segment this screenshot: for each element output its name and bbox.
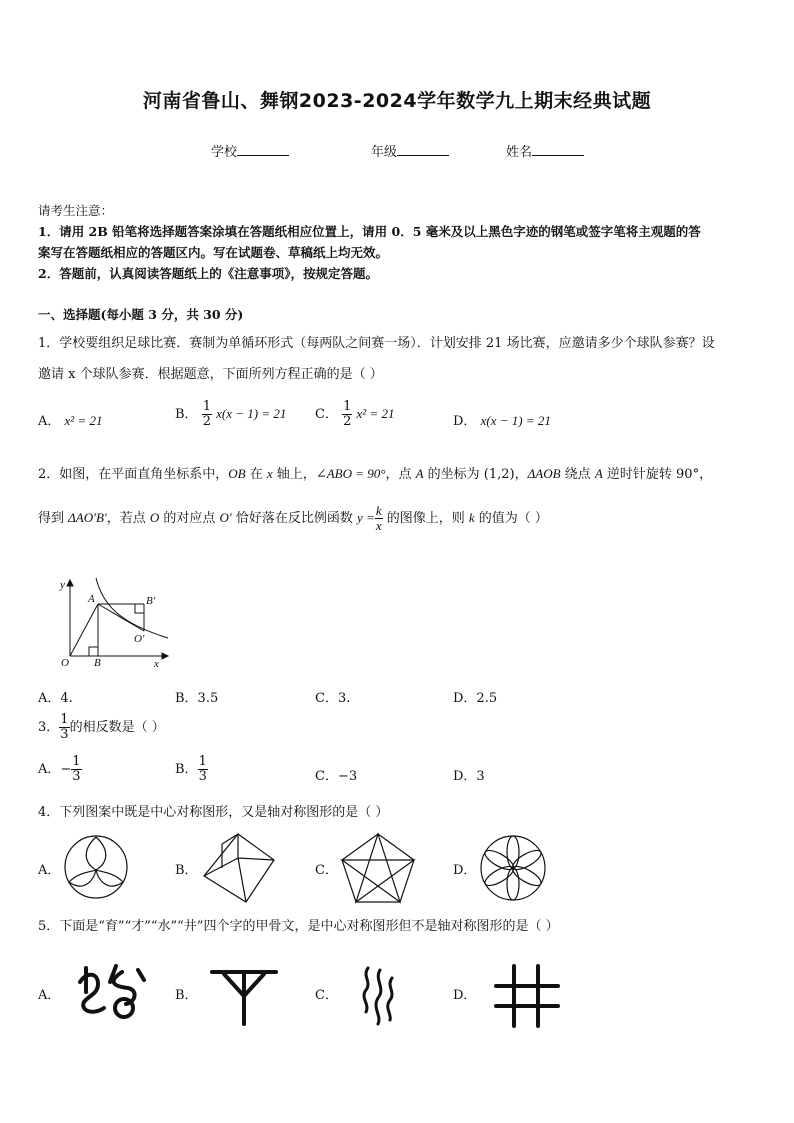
notice-item-1-line-2: 案写在答题纸相应的答题区内。写在试题卷、草稿纸上均无效。 [38,245,389,260]
glyph-stroke [376,970,381,1024]
q2-text: 的值为（ ） [474,511,548,526]
fraction-numerator: 1 [202,399,211,414]
glyph-stroke [364,968,368,1012]
fraction-numerator: 1 [198,754,207,769]
school-field [211,141,289,160]
fig-label-x: x [154,658,159,670]
q5-option-a-label[interactable]: A． [38,988,61,1003]
q1-option-c-fraction [342,400,352,429]
q3-fraction [59,713,69,742]
q2-option-b[interactable]: B．3.5 [175,691,219,706]
q5-option-b-label[interactable]: B． [175,988,198,1003]
q3-option-b[interactable] [175,755,208,784]
fraction-numerator: 1 [60,712,69,727]
q4-figure-a [63,834,129,900]
q5-option-c-label[interactable]: C． [315,988,338,1003]
q2-math-o: O [149,510,160,525]
q2-math-o-prime: O′ [219,510,232,525]
q2-text: 的图像上，则 [382,511,469,526]
q2-math-a: A [415,466,424,481]
q2-function-fraction [375,504,383,533]
q4-option-c-label[interactable]: C． [315,863,338,878]
glyph-stroke [388,978,392,1020]
q5-option-d-label[interactable]: D． [453,988,477,1003]
q1-option-c-expr: x² = 21 [356,406,395,421]
q3-option-a-fraction [71,755,81,784]
q2-math-y: y = [357,510,375,525]
right-angle-b [89,647,98,656]
notice-heading: 请考生注意： [38,203,114,218]
right-angle-b-prime [135,604,144,613]
q3-option-a-label: A． [38,762,61,777]
q1-option-c[interactable] [315,400,394,429]
q2-math-a: A [594,466,603,481]
fig-label-b-prime: B′ [146,595,156,607]
y-axis-arrow [67,580,73,586]
q2-math-ob: OB [228,466,246,481]
q2-text: 绕点 [560,467,595,482]
inverse-proportion-curve [96,578,168,638]
question-5: 5．下面是“育”“才”“水”“井”四个字的甲骨文，是中心对称图形但不是轴对称图形的是（ ） [38,919,559,934]
q4-figure-b [200,832,276,904]
outer-circle [65,836,127,898]
petal-top [86,837,106,870]
grade-blank [397,143,449,156]
q5-figure-a-yu-glyph [76,962,148,1022]
petal-right [96,870,123,886]
fig-label-o: O [61,657,69,669]
q4-figure-c [340,832,416,904]
q2-math-angle: ∠ABO = 90° [315,466,386,481]
fraction-denominator: 2 [202,414,211,429]
q3-option-a[interactable] [38,755,82,784]
page-title: 河南省鲁山、舞钢2023-2024学年数学九上期末经典试题 [142,90,652,112]
q2-math-k: k [468,510,475,525]
q1-option-b-expr: x(x − 1) = 21 [216,406,287,421]
petal [507,836,519,868]
q2-text: 恰好落在反比例函数 [231,511,358,526]
q2-text: 轴上， [272,467,316,482]
name-blank [532,143,584,156]
section-heading: 一、选择题(每小题 3 分，共 30 分) [38,307,244,322]
q2-math-triangle: ΔAOB [527,466,561,481]
q1-option-d-expr: x(x − 1) = 21 [480,413,551,428]
question-4: 4．下列图案中既是中心对称图形，又是轴对称图形的是（ ） [38,805,389,820]
q1-option-d[interactable] [453,410,551,429]
petal [507,868,519,900]
q1-option-a-expr: x² = 21 [64,413,103,428]
q2-text: 逆时针旋转 90°， [602,467,713,482]
fig-label-y: y [60,579,65,591]
question-2-line-1 [38,463,778,482]
notice-block [38,200,768,284]
outer-square [204,834,274,902]
question-1-line-2: 邀请 x 个球队参赛．根据题意，下面所列方程正确的是（ ） [38,367,383,382]
q1-option-a[interactable] [38,410,102,429]
q2-text: 得到 [38,511,69,526]
question-3 [38,713,165,742]
fraction-denominator: 3 [72,769,81,784]
fig-label-b: B [94,657,101,669]
q3-text: 的相反数是（ ） [69,720,165,735]
grade-field [371,141,449,160]
fraction-denominator: 3 [198,769,207,784]
fig-label-o-prime: O′ [134,633,145,645]
glyph-stroke [80,968,104,1012]
q4-option-d-label[interactable]: D． [453,863,477,878]
q1-option-b[interactable] [175,400,286,429]
q2-option-d[interactable]: D．2.5 [453,691,498,706]
name-label: 姓名 [506,145,533,160]
notice-item-1-line-1: 1．请用 2B 铅笔将选择题答案涂填在答题纸相应位置上，请用 0．5 毫米及以上黑色字迹的钢笔或签字笔将主观题的答 [38,224,701,239]
q2-text: ，点 [385,467,416,482]
q5-figure-b-cai-glyph [210,966,280,1028]
q4-option-a-label[interactable]: A． [38,863,61,878]
fraction-denominator: x [375,518,382,533]
q3-number: 3． [38,720,60,735]
q3-option-c[interactable]: C．−3 [315,769,358,784]
q2-option-a[interactable]: A．4. [38,691,73,706]
q2-math-x: x [266,466,273,481]
fig-label-a: A [88,593,95,605]
fraction-numerator: k [375,503,382,518]
q1-option-b-label: B． [175,407,198,422]
name-field [506,141,584,160]
petal-left [69,870,96,886]
q2-option-c[interactable]: C．3. [315,691,351,706]
q2-math-triangle-2: ΔAO′B′ [68,510,107,525]
fraction-denominator: 2 [343,414,352,429]
q1-option-b-fraction [202,400,212,429]
fraction-denominator: 3 [60,727,69,742]
q5-figure-c-shui-glyph [358,964,398,1028]
q1-option-c-label: C． [315,407,338,422]
q2-text: 的对应点 [159,511,220,526]
fraction-numerator: 1 [343,399,352,414]
notice-item-2: 2．答题前，认真阅读答题纸上的《注意事项》，按规定答题。 [38,266,378,281]
q2-text: 2．如图，在平面直角坐标系中， [38,467,229,482]
question-2-line-2 [38,504,778,533]
q3-option-b-label: B． [175,762,198,777]
segment-a-o-prime [98,604,144,631]
school-label: 学校 [211,145,238,160]
glyph-stroke [115,999,133,1017]
inner-line-4 [222,834,238,844]
q4-option-b-label[interactable]: B． [175,863,198,878]
grade-label: 年级 [371,145,398,160]
q3-option-d[interactable]: D．3 [453,769,485,784]
segment-oa [70,604,98,656]
q5-figure-d-jing-glyph [494,964,560,1028]
q1-option-a-label: A． [38,414,61,429]
q1-option-d-label: D． [453,414,477,429]
q2-text: 的坐标为 (1,2)， [423,467,528,482]
q2-text: ，若点 [106,511,150,526]
fraction-numerator: 1 [72,754,81,769]
question-1-line-1: 1．学校要组织足球比赛．赛制为单循环形式（每两队之间赛一场）．计划安排 21 场比赛，应邀请多少个球队参赛？设 [38,336,715,351]
q2-coordinate-figure [58,574,178,670]
glyph-stroke [138,970,144,980]
q2-text: 在 [245,467,267,482]
q3-option-a-sign: − [60,762,72,777]
q4-figure-d [479,834,547,902]
school-blank [237,143,289,156]
x-axis-arrow [162,653,168,659]
q3-option-b-fraction [198,755,208,784]
